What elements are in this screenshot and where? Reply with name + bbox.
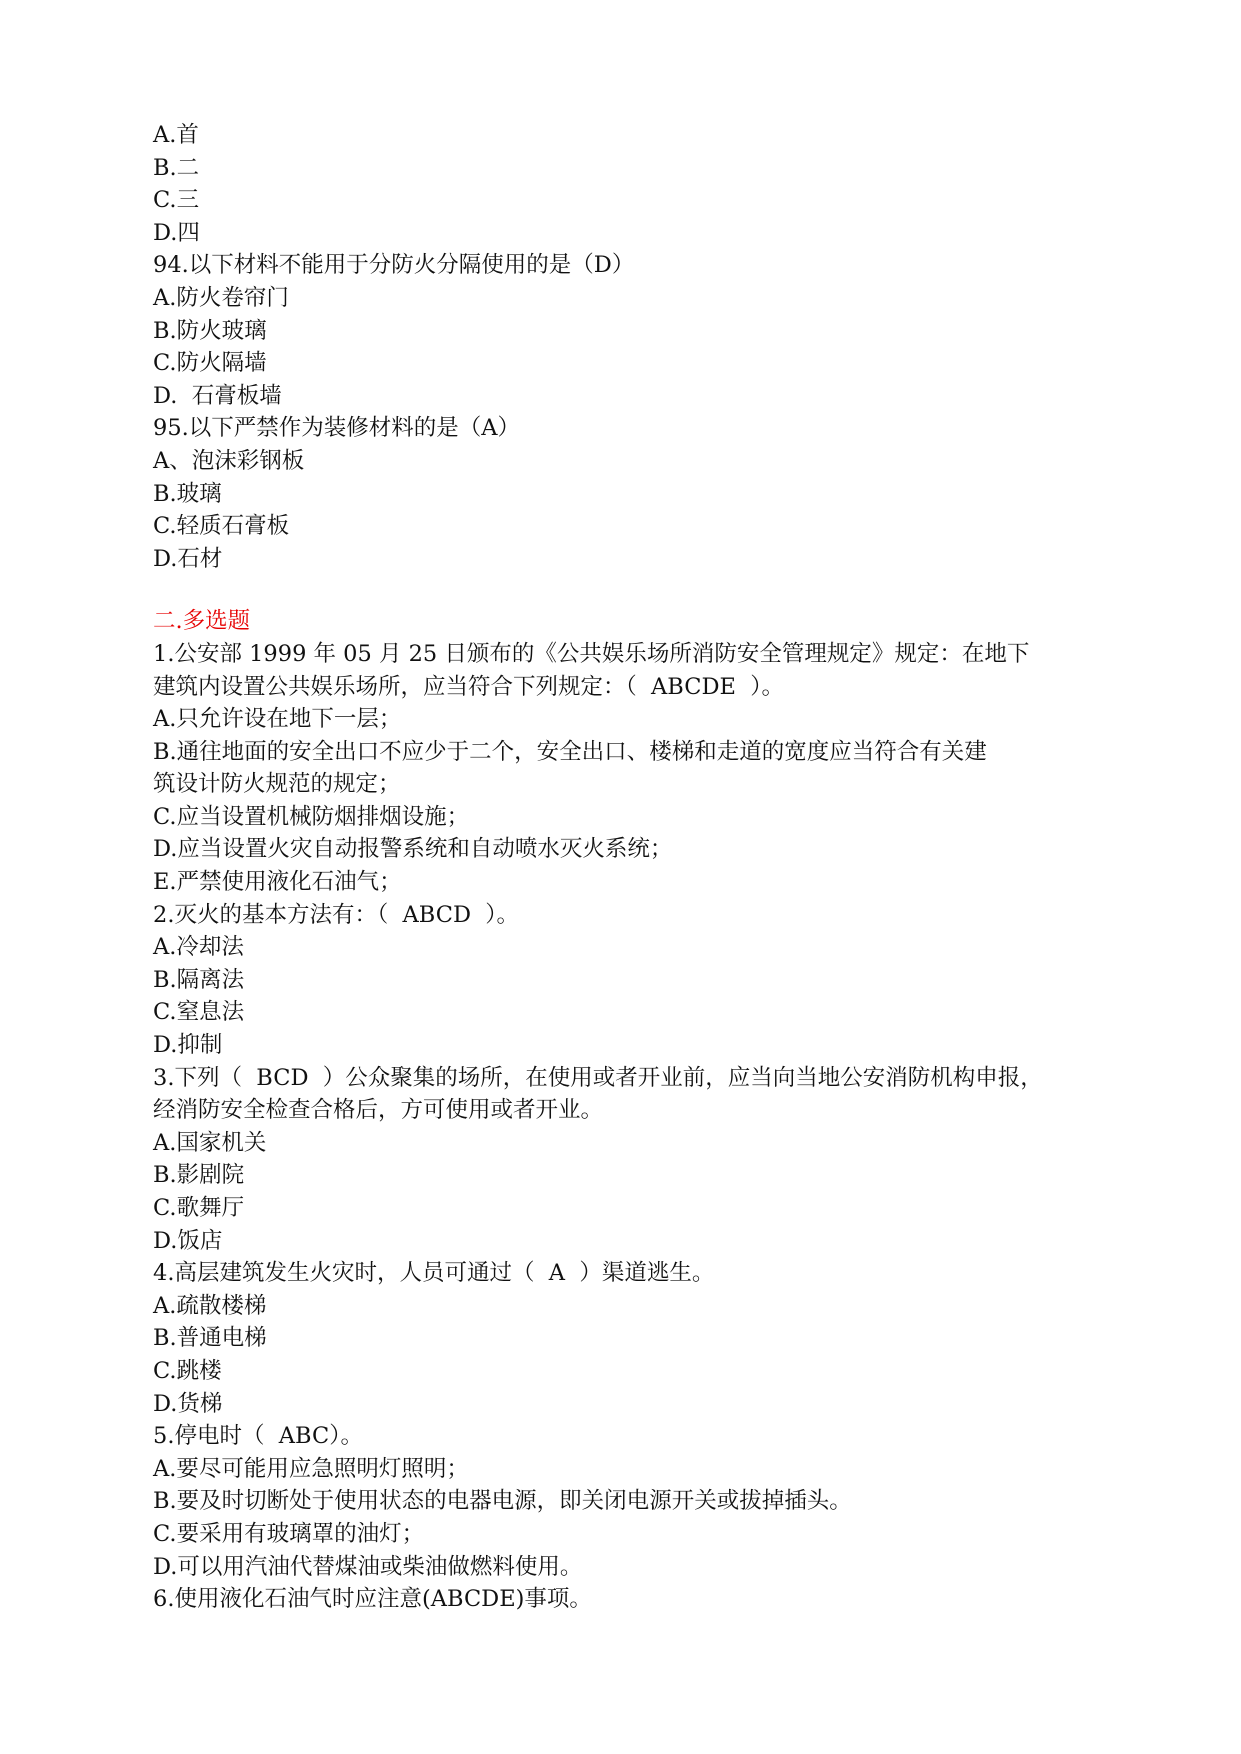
- option-line: A.国家机关: [153, 1129, 267, 1156]
- option-line: A、泡沫彩钢板: [153, 447, 305, 474]
- option-line: C.窒息法: [153, 999, 245, 1026]
- question-stem: 3.下列（ BCD ）公众聚集的场所，在使用或者开业前，应当向当地公安消防机构申报，: [153, 1064, 1043, 1091]
- option-line: B.防火玻璃: [153, 317, 267, 344]
- option-line: D.石材: [153, 545, 223, 572]
- section-heading: 二.多选题: [153, 608, 251, 635]
- mc-question-3: [153, 1062, 1093, 1258]
- mc-question-5: [153, 1420, 1093, 1583]
- option-line: A.只允许设在地下一层；: [153, 706, 402, 733]
- option-line: B.要及时切断处于使用状态的电器电源，即关闭电源开关或拔掉插头。: [153, 1488, 852, 1515]
- question-stem: 2.灭火的基本方法有：（ ABCD ）。: [153, 901, 520, 928]
- option-line: D. 石膏板墙: [153, 382, 282, 409]
- question-stem: 1.公安部 1999 年 05 月 25 日颁布的《公共娱乐场所消防安全管理规定》规定：在地下: [153, 640, 1030, 667]
- mc-question-6: [153, 1583, 1093, 1616]
- option-line: B.隔离法: [153, 966, 245, 993]
- question-stem: 建筑内设置公共娱乐场所，应当符合下列规定：（ ABCDE ）。: [153, 673, 784, 700]
- option-line: B.普通电梯: [153, 1325, 267, 1352]
- mc-question-1: [153, 638, 1093, 899]
- option-line: C.三: [153, 187, 200, 214]
- question-94: [153, 249, 1093, 412]
- option-line: D.抑制: [153, 1032, 223, 1059]
- option-line: C.要采用有玻璃罩的油灯；: [153, 1520, 425, 1547]
- option-line: D.可以用汽油代替煤油或柴油做燃料使用。: [153, 1553, 583, 1580]
- option-line: B.二: [153, 154, 200, 181]
- question-stem: 6.使用液化石油气时应注意(ABCDE)事项。: [153, 1586, 592, 1613]
- option-line: C.防火隔墙: [153, 350, 267, 377]
- question-stem: 4.高层建筑发生火灾时，人员可通过（ A ）渠道逃生。: [153, 1260, 715, 1287]
- question-stem: 94.以下材料不能用于分防火分隔使用的是（D）: [153, 252, 635, 279]
- option-line: A.要尽可能用应急照明灯照明；: [153, 1455, 469, 1482]
- option-line: B.通往地面的安全出口不应少于二个，安全出口、楼梯和走道的宽度应当符合有关建: [153, 738, 987, 765]
- question-stem: 经消防安全检查合格后，方可使用或者开业。: [153, 1097, 604, 1124]
- option-line: C.轻质石膏板: [153, 513, 290, 540]
- option-line: C.跳楼: [153, 1357, 222, 1384]
- question-stem: 5.停电时（ ABC）。: [153, 1423, 363, 1450]
- option-line: D.饭店: [153, 1227, 223, 1254]
- mc-question-4: [153, 1257, 1093, 1420]
- question-93-options: [153, 119, 1093, 249]
- section-spacer: [153, 575, 1093, 605]
- option-line: A.防火卷帘门: [153, 284, 289, 311]
- option-line: D.应当设置火灾自动报警系统和自动喷水灭火系统；: [153, 836, 673, 863]
- option-line: D.货梯: [153, 1390, 223, 1417]
- option-line: B.玻璃: [153, 480, 222, 507]
- option-line: B.影剧院: [153, 1162, 245, 1189]
- question-95: [153, 412, 1093, 575]
- mc-question-2: [153, 899, 1093, 1062]
- option-line: A.冷却法: [153, 934, 244, 961]
- option-line: D.四: [153, 219, 200, 246]
- question-stem: 95.以下严禁作为装修材料的是（A）: [153, 415, 521, 442]
- option-line: A.疏散楼梯: [153, 1292, 267, 1319]
- option-line: C.应当设置机械防烟排烟设施；: [153, 803, 470, 830]
- document-body: [153, 119, 1093, 1616]
- option-line-continued: 筑设计防火规范的规定；: [153, 771, 401, 798]
- option-line: C.歌舞厅: [153, 1195, 245, 1221]
- option-line: A.首: [153, 122, 199, 148]
- option-line: E.严禁使用液化石油气；: [153, 869, 402, 896]
